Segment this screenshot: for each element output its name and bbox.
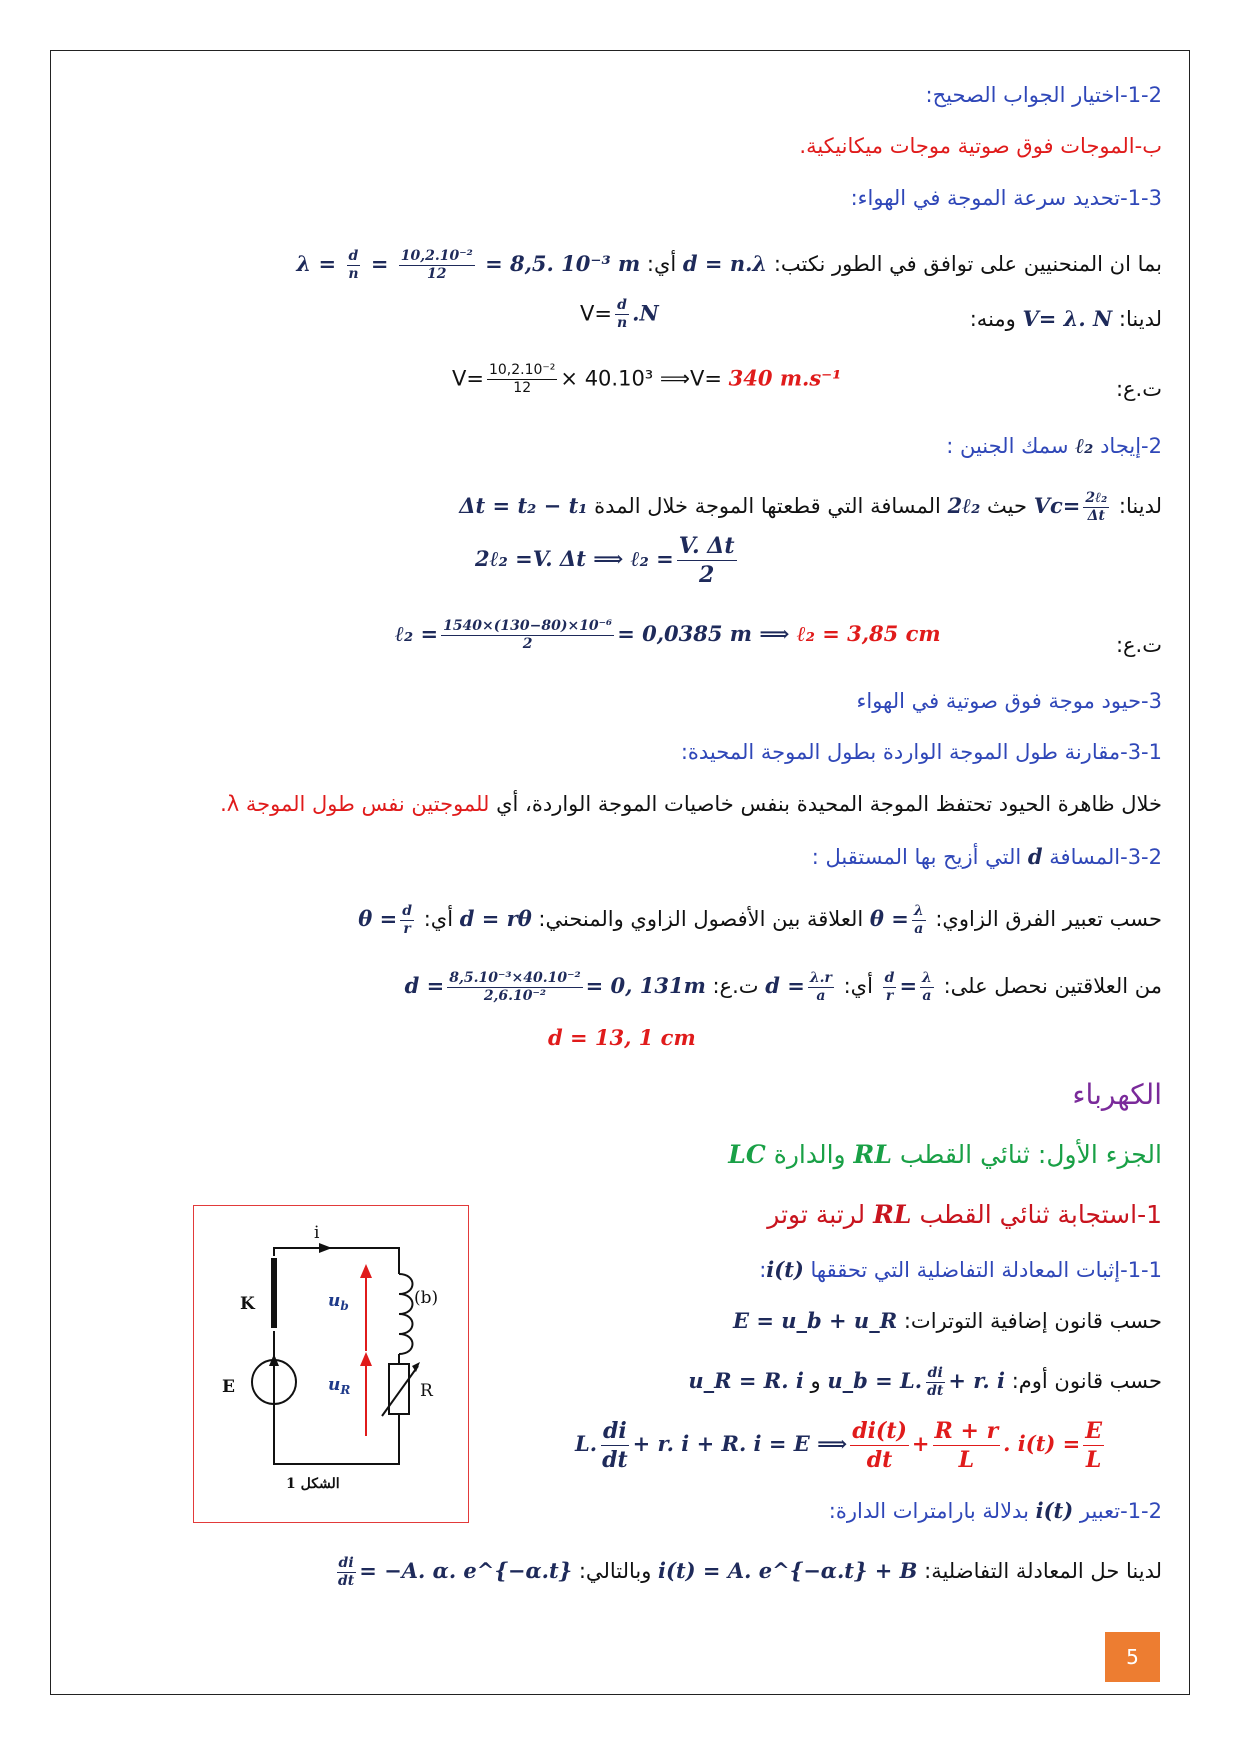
thickness-numeric-label: ت.ع:	[1115, 633, 1162, 657]
page-number: 5	[1105, 1632, 1160, 1682]
frac-num: d	[884, 970, 895, 986]
frac-num: di	[927, 1365, 943, 1381]
two-l2-symbol: 2ℓ₂	[947, 493, 981, 518]
section-suffix: لرتبة توتر	[767, 1200, 866, 1229]
angular-relation-line	[358, 903, 1162, 938]
lc-symbol: LC	[728, 1140, 766, 1169]
ub-rhs: + r. i	[948, 1368, 1006, 1393]
frac-num: 1540×(130−80)×10⁻⁶	[443, 618, 613, 634]
section-e1-title	[767, 1198, 1162, 1232]
figure-caption: الشكل 1	[286, 1476, 340, 1492]
fraction-di-dt	[925, 1365, 945, 1400]
label-ub	[328, 1291, 349, 1313]
frac-num: d	[348, 248, 359, 264]
haythu-word: حيث	[987, 494, 1027, 518]
speed-result: 340 m.s⁻¹	[728, 365, 842, 391]
vc-formula	[1033, 490, 1113, 524]
fraction-e-l	[1083, 1417, 1104, 1474]
distance-derivation-line	[405, 970, 1162, 1005]
ladayna-label: لدينا:	[1118, 307, 1162, 331]
rl-symbol: RL	[853, 1140, 892, 1169]
combine-text: من العلاقتين نحصل على:	[943, 974, 1162, 998]
rl-symbol: RL	[873, 1200, 912, 1229]
ay-word: أي:	[423, 907, 454, 931]
frac-den: n	[616, 315, 628, 331]
d-r-theta-relation: d = rθ	[459, 906, 532, 931]
theta-lhs: θ =	[358, 906, 398, 931]
v-lhs: V=	[580, 301, 612, 326]
frac-den: dt	[337, 1573, 355, 1589]
fraction-2l2-dt	[1083, 490, 1109, 525]
numeric-label: ت.ع:	[712, 974, 759, 998]
speed-numeric-formula	[452, 362, 841, 397]
section-3-title: 3-حيود موجة فوق صوتية في الهواء	[856, 689, 1162, 713]
fraction-numeric	[441, 618, 614, 653]
frac-num: 8,5.10⁻³×40.10⁻²	[449, 970, 581, 986]
section-1-2-answer: ب-الموجات فوق صوتية موجات ميكانيكية.	[799, 134, 1162, 158]
plus-sign: +	[911, 1431, 930, 1456]
ladayna-label: لدينا:	[1118, 494, 1162, 518]
rl-circuit-diagram	[194, 1206, 467, 1521]
frac-num: di(t)	[852, 1418, 907, 1444]
frac-num: λ	[913, 903, 924, 919]
fraction-numeric	[447, 970, 582, 1005]
theta-d-r	[358, 903, 417, 937]
solution-equation: i(t) = A. e^{−α.t} + B	[658, 1558, 918, 1583]
derivative-equation	[333, 1555, 573, 1589]
d-lhs: d =	[404, 973, 445, 998]
frac-den: a	[914, 921, 924, 937]
voltage-sum-equation: E = u_b + u_R	[733, 1308, 898, 1333]
label-r: R	[420, 1381, 433, 1401]
phase-text: بما ان المنحنيين على توافق في الطور نكتب:	[773, 252, 1162, 276]
law-text: حسب قانون إضافية التوترات:	[903, 1309, 1162, 1333]
label-ur	[328, 1375, 350, 1397]
frac-den: r	[885, 988, 894, 1004]
frac-den: 2	[698, 562, 715, 588]
eq-lhs: λ =	[296, 251, 337, 276]
frac-num: d	[617, 297, 627, 313]
frac-den: 12	[513, 380, 532, 396]
frac-num: V. Δt	[678, 533, 735, 559]
ur-arrowhead	[360, 1352, 372, 1366]
section-3-2-title	[812, 842, 1162, 872]
l2-lhs: ℓ₂ =	[395, 621, 439, 646]
fraction-numeric	[487, 362, 557, 397]
solution-line	[333, 1555, 1162, 1590]
l2-symbol: ℓ₂	[1075, 433, 1094, 458]
frac-num: d	[402, 903, 413, 919]
fraction-dit-dt	[850, 1417, 909, 1474]
multiplication: × 40.10³ ⟹V=	[560, 366, 722, 391]
title-suffix: التي أزيح بها المستقبل :	[811, 845, 1022, 869]
angular-text: حسب تعبير الفرق الزاوي:	[935, 907, 1162, 931]
distance-text: المسافة التي قطعتها الموجة خلال المدة	[594, 494, 941, 518]
ub-equation	[827, 1365, 1006, 1399]
frac-num: λ.r	[809, 970, 832, 986]
frac-den: r	[403, 921, 411, 937]
bottom-wire	[274, 1406, 399, 1464]
abscissa-text: العلاقة بين الأفصول الزاوي والمنحني:	[538, 907, 864, 931]
title-text: 1-1-إثبات المعادلة التفاضلية التي تحققها	[810, 1258, 1162, 1282]
label-ur-sub: R	[340, 1383, 351, 1397]
section-2-title	[946, 431, 1162, 461]
thickness-numeric-formula	[395, 618, 941, 653]
therefore-word: وبالتالي:	[578, 1559, 652, 1583]
ratio-equality	[880, 970, 937, 1004]
voltage-law-line	[733, 1306, 1162, 1336]
ub-lhs: u_b = L.	[827, 1368, 923, 1393]
vc-lhs: Vc=	[1033, 493, 1081, 518]
wavelength-result: = 8,5. 10⁻³ m	[485, 251, 641, 276]
ur-equation: u_R = R. i	[688, 1368, 804, 1393]
label-ub-main: u	[328, 1291, 341, 1311]
distance-final-result: d = 13, 1 cm	[548, 1025, 696, 1050]
frac-num: 10,2.10⁻²	[488, 362, 556, 378]
frac-den: a	[922, 988, 932, 1004]
n-factor: .N	[632, 300, 659, 326]
ay-word: أي:	[646, 252, 677, 276]
colon: :	[759, 1258, 767, 1282]
resistor-shape	[389, 1364, 409, 1414]
fraction-di-dt	[336, 1555, 356, 1590]
switch-k-shape	[271, 1258, 277, 1328]
speed-formula	[580, 297, 659, 332]
fraction-lambda-r-a	[808, 970, 834, 1005]
part-mid: والدارة	[773, 1140, 846, 1169]
frac-den: L	[1085, 1447, 1102, 1473]
law-text: حسب قانون أوم:	[1011, 1369, 1162, 1393]
diffraction-text: خلال ظاهرة الحيود تحتفظ الموجة المحيدة بنفس خاصيات الموجة الواردة، أي	[496, 792, 1162, 816]
wavelength-line	[296, 248, 1162, 283]
label-e: E	[222, 1377, 235, 1397]
differential-equation	[575, 1417, 1107, 1474]
section-1-3-title: 1-3-تحديد سرعة الموجة في الهواء:	[850, 186, 1162, 210]
frac-num: E	[1085, 1418, 1103, 1444]
fraction-v-dt-2	[677, 532, 737, 589]
frac-den: 2	[522, 636, 533, 652]
theta-lhs: θ =	[869, 906, 909, 931]
frac-num: 2ℓ₂	[1085, 490, 1108, 506]
it-symbol: i(t)	[766, 1257, 804, 1282]
label-ub-sub: b	[340, 1299, 349, 1313]
section-3-1-title: 3-1-مقارنة طول الموجة الواردة بطول الموجة المحيدة:	[680, 740, 1162, 764]
equals-sign: =	[899, 973, 918, 998]
section-prefix: 1-استجابة ثنائي القطب	[919, 1200, 1162, 1229]
label-b: (b)	[414, 1288, 439, 1308]
frac-den: dt	[866, 1447, 893, 1473]
ay-word: أي:	[843, 974, 873, 998]
frac-den: dt	[602, 1447, 628, 1473]
delta-t-formula: Δt = t₂ − t₁	[459, 493, 588, 518]
d-lhs: d =	[765, 973, 805, 998]
label-i: i	[314, 1223, 320, 1243]
fraction-d-n	[615, 297, 629, 332]
section-e1-2-title	[829, 1496, 1162, 1526]
top-wire	[274, 1248, 399, 1274]
ohm-law-line	[688, 1365, 1162, 1400]
theta-lambda-a	[869, 903, 929, 937]
wa-minhu-word: ومنه:	[969, 307, 1016, 331]
v-lhs: V=	[452, 366, 484, 391]
solution-text: لدينا حل المعادلة التفاضلية:	[924, 1559, 1162, 1583]
title-suffix: سمك الجنين :	[946, 434, 1069, 458]
l-factor: L.	[575, 1431, 598, 1456]
fraction-r-sum-l	[933, 1417, 1001, 1474]
frac-den: dt	[927, 1383, 944, 1399]
section-3-1-text	[220, 789, 1162, 819]
v-lambda-n-relation: V= λ. N	[1022, 306, 1113, 331]
it-symbol: i(t)	[1035, 1498, 1074, 1523]
d-symbol: d	[1027, 844, 1043, 869]
fraction-lambda-a	[920, 970, 934, 1005]
title-suffix: بدلالة بارامترات الدارة:	[828, 1499, 1029, 1523]
frac-den: n	[348, 266, 359, 282]
frac-num: R + r	[934, 1418, 999, 1444]
fraction-di-dt	[600, 1417, 630, 1474]
title-prefix: 2-إيجاد	[1100, 434, 1162, 458]
speed-relation-line	[970, 304, 1162, 334]
same-wavelength-text: للموجتين نفس طول الموجة λ.	[220, 792, 490, 816]
section-e1-1-title	[759, 1255, 1162, 1285]
intermediate-result: = 0,0385 m ⟹	[617, 621, 790, 646]
electricity-title: الكهرباء	[1072, 1078, 1162, 1111]
d-intermediate: = 0, 131m	[585, 973, 706, 998]
section-1-2-title: 1-2-اختيار الجواب الصحيح:	[925, 83, 1162, 107]
title-prefix: 1-2-تعبير	[1079, 1499, 1162, 1523]
wavelength-equation	[296, 248, 641, 282]
ub-arrowhead	[360, 1264, 372, 1278]
part-1-title	[728, 1138, 1162, 1172]
thickness-derivation	[475, 532, 740, 589]
derivation-lhs: 2ℓ₂ =V. Δt ⟹ ℓ₂ =	[475, 546, 674, 571]
label-ur-main: u	[328, 1375, 341, 1395]
and-word: و	[810, 1369, 821, 1393]
thickness-result: ℓ₂ = 3,85 cm	[796, 621, 941, 646]
fraction-numeric	[399, 248, 475, 283]
rheostat-arrowhead	[412, 1362, 420, 1372]
title-prefix: 3-2-المسافة	[1049, 845, 1162, 869]
label-k: K	[240, 1294, 255, 1314]
frac-den: a	[816, 988, 826, 1004]
circuit-figure	[193, 1205, 469, 1523]
fraction-d-r	[400, 903, 414, 938]
fraction-lambda-a	[912, 903, 926, 938]
rheostat-arrow	[382, 1366, 418, 1416]
equals-sign: =	[370, 251, 389, 276]
coil-shape	[399, 1274, 413, 1354]
d-numeric	[404, 970, 706, 1004]
current-arrowhead	[319, 1243, 332, 1253]
it-term: . i(t) =	[1003, 1431, 1081, 1456]
derivative-rhs: = −A. α. e^{−α.t}	[359, 1558, 573, 1583]
relation-d-n-lambda: d = n.λ	[682, 251, 768, 276]
frac-num: di	[338, 1555, 354, 1571]
frac-num: λ	[922, 970, 932, 986]
sum-terms: + r. i + R. i = E ⟹	[632, 1431, 848, 1456]
frac-num: 10,2.10⁻²	[400, 248, 473, 264]
d-formula	[765, 970, 837, 1004]
frac-den: 12	[427, 266, 447, 282]
fraction-d-n	[346, 248, 360, 283]
frac-den: Δt	[1087, 508, 1105, 524]
part-prefix: الجزء الأول: ثنائي القطب	[899, 1140, 1162, 1169]
thickness-relation-line	[459, 490, 1162, 525]
frac-den: L	[958, 1447, 975, 1473]
frac-num: di	[602, 1418, 627, 1444]
fraction-d-r	[883, 970, 897, 1005]
frac-den: 2,6.10⁻²	[483, 988, 547, 1004]
speed-numeric-label: ت.ع:	[1115, 377, 1162, 401]
